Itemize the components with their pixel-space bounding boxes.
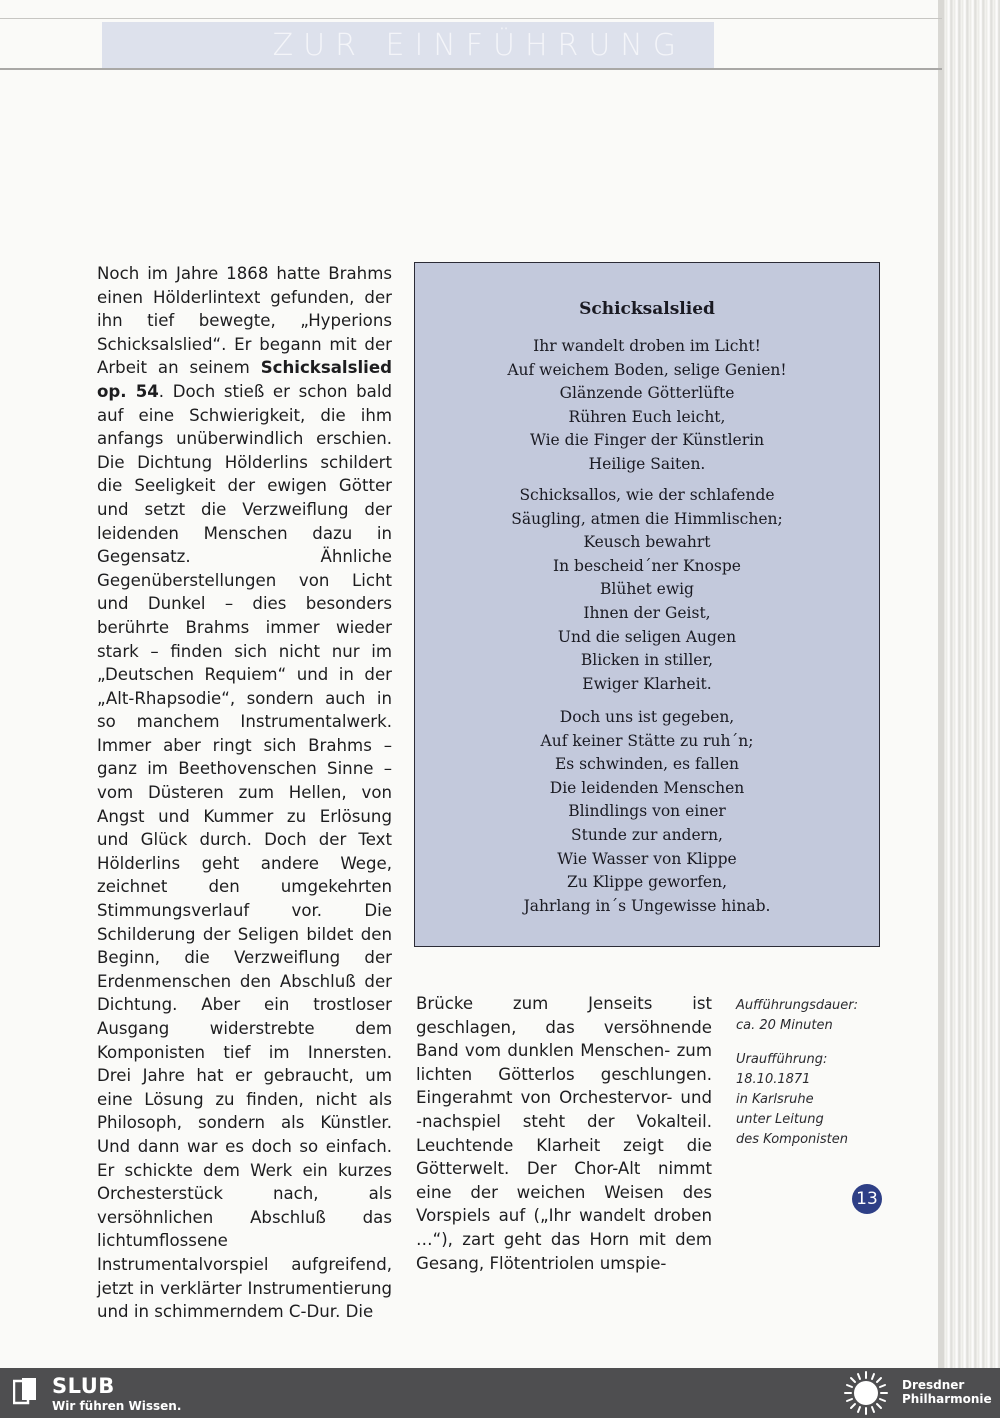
poem-line: Auf keiner Stätte zu ruh´n; bbox=[540, 731, 754, 750]
slub-name: SLUB bbox=[52, 1374, 115, 1398]
premiere-conductor-line: unter Leitung bbox=[736, 1112, 824, 1127]
middle-text-column bbox=[416, 992, 712, 1275]
poem-line: Doch uns ist gegeben, bbox=[559, 708, 735, 726]
poem-line: Ihnen der Geist, bbox=[583, 603, 711, 622]
premiere-place: in Karlsruhe bbox=[736, 1092, 814, 1107]
poem-line: Schicksallos, wie der schlafende bbox=[519, 486, 775, 504]
poem-line: Säugling, atmen die Himmlischen; bbox=[511, 509, 783, 528]
poem-line: Ewiger Klarheit. bbox=[582, 674, 712, 693]
poem-stanza-1 bbox=[415, 335, 879, 477]
poem-title: Schicksalslied bbox=[579, 299, 715, 319]
poem-line: In bescheid´ner Knospe bbox=[553, 556, 741, 575]
intro-text: Noch im Jahre 1868 hatte Brahms einen Hölderlintext gefunden, der ihn tief bewegte, „Hyperions Schicksalslied“. Er begann mit der Arbeit an seinem bbox=[97, 264, 392, 378]
premiere-date: 18.10.1871 bbox=[736, 1072, 811, 1087]
poem-line: Glänzende Götterlüfte bbox=[559, 384, 735, 403]
poem-line: Ihr wandelt droben im Licht! bbox=[533, 337, 761, 355]
poem-line: Wie Wasser von Klippe bbox=[557, 849, 737, 868]
poem-stanza-2 bbox=[415, 484, 879, 696]
performance-notes bbox=[736, 996, 886, 1164]
partner-name bbox=[902, 1378, 992, 1406]
page-stack-edge bbox=[938, 0, 1000, 1368]
body-text: . Doch stieß er schon bald auf eine Schwierigkeit, die ihm anfangs unüberwindlich erschien. Die Dichtung Hölderlins schildert die Seeligkeit der ewigen Götter und setzt die Verzweiflung der leidenden Menschen dazu in Gegensatz. Ähnliche Gegenüberstellungen von Licht und Dunkel – dies besonders berührte Brahms immer wieder stark – finden sich nicht nur im „Deutschen Requiem“ und in der „Alt-Rhapsodie“, sondern auch in so manchem Instrumentalwerk. Immer aber ringt sich Brahms – ganz im Beethovenschen Sinne – vom Düsteren zum Hellen, von Angst und Kummer zu Erlösung und Glück durch. Doch der Text Hölderlins geht andere Wege, zeichnet den umgekehrten Stimmungsverlauf vor. Die Schilderung der Seligen bildet den Beginn, die Verzweiflung der Erdenmenschen den Abschluß der Dichtung. Aber ein trostloser Ausgang widerstrebte dem Komponisten tief im Innersten. Drei Jahre hat er gebraucht, um eine Lösung zu finden, nicht als Philosoph, sondern als Künstler. Und dann war es doch so einfach. Er schickte dem Werk ein kurzes Orchesterstück nach, als versöhnlichen Abschluß das lichtumflossene Instrumentalvorspiel aufgreifend, jetzt in verklärter Instrumentierung und in schimmerndem C-Dur. Die bbox=[97, 381, 392, 1322]
poem-line: Stunde zur andern, bbox=[571, 825, 723, 844]
footer-bar bbox=[0, 1368, 1000, 1418]
poem-line: Keusch bewahrt bbox=[583, 533, 711, 552]
poem-line: Rühren Euch leicht, bbox=[568, 407, 726, 426]
poem-line: Die leidenden Menschen bbox=[549, 778, 745, 797]
premiere-note bbox=[736, 1050, 886, 1150]
slub-tagline: Wir führen Wissen. bbox=[52, 1399, 182, 1413]
page-number-badge: 13 bbox=[852, 1184, 882, 1214]
poem-line: Zu Klippe geworfen, bbox=[566, 873, 728, 892]
header-rule bbox=[0, 68, 942, 70]
duration-label: Aufführungsdauer: bbox=[736, 998, 859, 1013]
work-title: Schicksalslied op. 54 bbox=[97, 358, 392, 401]
poem-line: Heilige Saiten. bbox=[588, 454, 706, 473]
poem-stanza-3 bbox=[415, 706, 879, 918]
poem-line: Blühet ewig bbox=[600, 580, 694, 599]
left-paragraph bbox=[97, 262, 392, 1324]
top-thin-rule bbox=[0, 18, 942, 19]
poem-line: Wie die Finger der Künstlerin bbox=[529, 431, 765, 450]
partner-name-line: Philharmonie bbox=[902, 1392, 992, 1406]
dresdner-philharmonie-logo-icon bbox=[842, 1370, 890, 1416]
poem-line: Blindlings von einer bbox=[568, 802, 726, 821]
poem-line: Es schwinden, es fallen bbox=[554, 755, 740, 774]
page-edge bbox=[938, 0, 944, 1368]
poem-line: Jahrlang in´s Ungewisse hinab. bbox=[523, 896, 771, 915]
premiere-conductor-line: des Komponisten bbox=[736, 1132, 848, 1147]
poem-line: Und die seligen Augen bbox=[557, 627, 737, 646]
duration-note bbox=[736, 996, 886, 1036]
left-text-column bbox=[97, 262, 392, 1324]
running-header bbox=[102, 22, 714, 68]
duration-value: ca. 20 Minuten bbox=[736, 1018, 833, 1033]
poem-line: Auf weichem Boden, selige Genien! bbox=[507, 360, 787, 379]
partner-name-line: Dresdner bbox=[902, 1378, 965, 1392]
premiere-label: Uraufführung: bbox=[736, 1052, 828, 1067]
poem-line: Blicken in stiller, bbox=[580, 651, 714, 670]
running-title: ZUR EINFÜHRUNG bbox=[272, 28, 686, 63]
middle-paragraph: Brücke zum Jenseits ist geschlagen, das versöhnende Band vom dunklen Menschen- zum lichten Götterlos geschlungen. Eingerahmt von Orchestervor- und -nachspiel steht der Vokalteil. Leuchtende Klarheit zeigt die Götterwelt. Der Chor-Alt nimmt eine der weichen Weisen des Vorspiels auf („Ihr wandelt droben …“), zart geht das Horn mit dem Gesang, Flötentriolen umspie- bbox=[416, 994, 712, 1273]
slub-logo-icon bbox=[13, 1378, 37, 1406]
poem-box bbox=[414, 262, 880, 947]
